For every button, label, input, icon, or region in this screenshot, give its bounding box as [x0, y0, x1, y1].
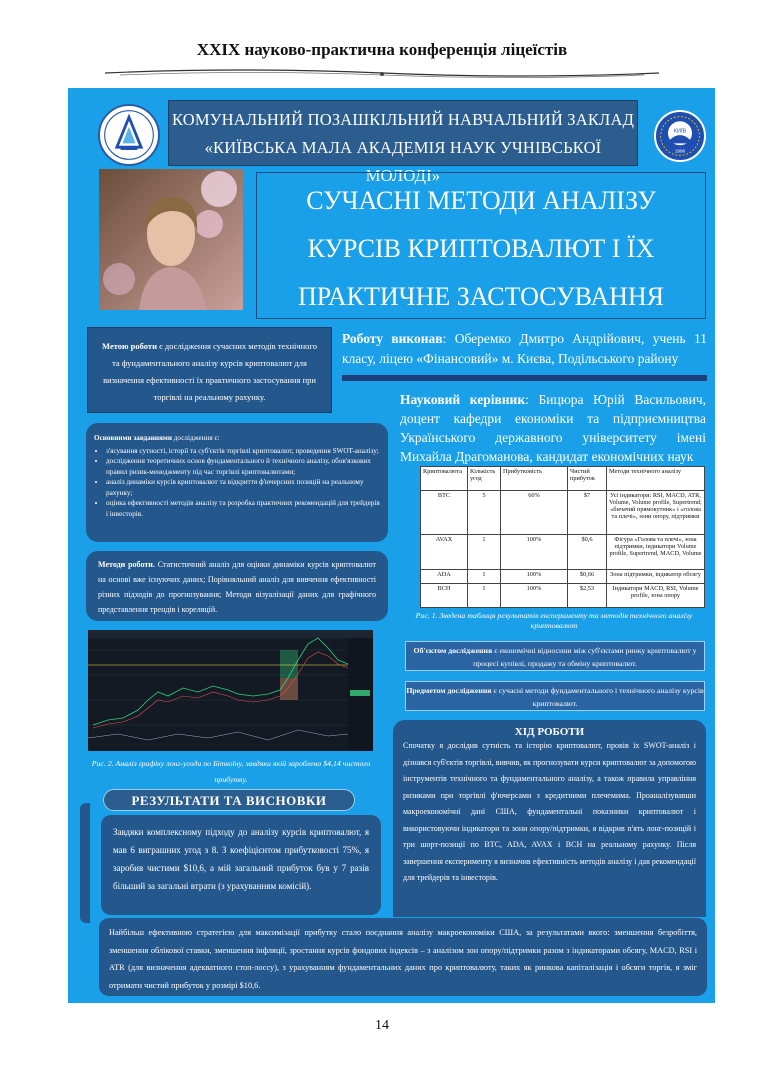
- table-cell: $0,6: [568, 535, 607, 569]
- results-text-box: Завдяки комплексному підходу до аналізу курсів криптовалют, я мав 6 виграшних угод з 8. З коефіцієнтом прибутковості 75%, я заробив чистими $10,6, а мій загальний прибуток був у 7 разів більший за загальні втрати (з урахуванням комісій).: [101, 815, 381, 915]
- supervisor-text: : Бицюра Юрій Васильович, доцент кафедри економіки та підприємництва Українського державного університету імені Михайла Драгоманова, кандидат економічних наук: [400, 392, 706, 464]
- progress-title: ХІД РОБОТИ: [514, 726, 585, 738]
- table-header: Криптовалюта: [421, 467, 468, 491]
- supervisor-info: [400, 390, 706, 466]
- side-tab-decoration: [80, 803, 90, 923]
- goal-label: Метою роботи: [102, 341, 157, 351]
- table-header: Методи технічного аналізу: [607, 467, 705, 491]
- table-cell: Індикатори MACD, RSI, Volume profile, зона опору: [607, 583, 705, 607]
- svg-text:1996: 1996: [674, 148, 686, 154]
- table-header-row: [421, 467, 705, 491]
- author-text: : Оберемко Дмитро Андрійович, учень 11 класу, ліцею «Фінансовий» м. Києва, Подільського району: [342, 331, 708, 366]
- results-table: [420, 466, 705, 608]
- progress-box: [393, 720, 706, 917]
- page-header: XXIX науково-практична конференція ліцеїстів: [196, 40, 568, 59]
- table-cell: 1: [468, 535, 501, 569]
- table-cell: 100%: [501, 569, 568, 583]
- table-cell: 1: [468, 569, 501, 583]
- table-row: [421, 491, 705, 535]
- page-number: 14: [375, 1018, 389, 1033]
- title-line-3: ПРАКТИЧНЕ ЗАСТОСУВАННЯ: [297, 282, 664, 311]
- task-item: • аналіз динаміки курсів криптовалют та відкриття ф'ючерсних позицій на реальному рахунку;: [106, 477, 380, 498]
- tasks-intro: дослідження є:: [171, 434, 220, 442]
- table-header: Кількість угод: [468, 467, 501, 491]
- author-divider: [342, 375, 707, 381]
- institution-line-2: «КИЇВСЬКА МАЛА АКАДЕМІЯ НАУК УЧНІВСЬКОЇ МОЛОДІ»: [204, 138, 602, 185]
- table-header: Прибутковість: [501, 467, 568, 491]
- methods-label: Методи роботи.: [98, 560, 155, 569]
- methods-box: [86, 551, 388, 621]
- tasks-list: [94, 446, 380, 520]
- table-cell: 100%: [501, 535, 568, 569]
- institution-banner: [168, 100, 638, 185]
- title-line-2: КУРСІВ КРИПТОВАЛЮТ І ЇХ: [307, 234, 655, 263]
- table-row: [421, 583, 705, 607]
- goal-box: [87, 327, 332, 413]
- author-photo: [99, 169, 243, 310]
- header-ornament-rule: [100, 66, 664, 80]
- table-row: [421, 569, 705, 583]
- table-cell: 1: [468, 583, 501, 607]
- table-caption: Рис. 1. Зведена таблиця результатів експерименту та методів технічного аналізу криптовалют: [415, 611, 693, 630]
- subject-text: є сучасні методи фундаментального і технічного аналізу курсів криптовалют.: [491, 686, 704, 708]
- supervisor-label: Науковий керівник: [400, 392, 526, 407]
- author-info: [342, 329, 707, 369]
- table-cell: Фігура «Голова та плечі», зона підтримки, індикатори Volume profile, Supertrend, MACD, Volume: [607, 535, 705, 569]
- progress-text: Спочатку я дослідив сутність та історію криптовалют, провів їх SWOT-аналіз і дізнався суб'єктів торгівлі, вивчив, як прогнозувати курси криптовалют за допомогою інструментів технічного та фундаментального аналізу, а також правила управління ризиками при торгівлі ф'ючерсами з кредитними плечемима. Проаналізувавши макроекономічні дані США, фундаментальні показники криптовалют і використовуючи індикатори та зони опору/підтримки, я відкрив п'ять лонг-позицій і три шорт-позиції по BTC, ADA, AVAX і BCH на реальному рахунку. Після завершення експерименту я визначив ефективність методів аналізу і дав рекомендації для трейдерів та інвесторів.: [403, 741, 696, 882]
- title-line-1: СУЧАСНІ МЕТОДИ АНАЛІЗУ: [306, 186, 656, 215]
- task-item: • оцінка ефективності методів аналізу та розробка практичних рекомендацій для трейдерів і інвесторів.: [106, 498, 380, 519]
- chart-caption: Рис. 2. Аналіз графіку лонг-угоди по Біткоїну, завдяки якій зароблено $4,14 чистого прибутку.: [91, 759, 371, 784]
- table-cell: Усі індикатори: RSI, MACD, ATR, Volume, Volume profile, Supertrend; «бичачий прямокутник» і «голова та плечі», зони опору, підтримки: [607, 491, 705, 535]
- object-label: Об'єктом дослідження: [413, 646, 493, 655]
- table-cell: $7: [568, 491, 607, 535]
- subject-label: Предметом дослідження: [406, 686, 492, 695]
- methods-text: Статистичний аналіз для оцінки динаміки курсів криптовалют на основі вже існуючих даних; Порівняльний аналіз для вивчення ефективності різних підходів до прогнозування; Методи візуалізації даних для графічного представлення трендів і кореляцій.: [98, 560, 376, 614]
- svg-text:КИЇВ: КИЇВ: [673, 128, 687, 135]
- btc-trading-chart-image: [88, 630, 373, 751]
- tasks-label: Основними завданнями: [94, 434, 172, 442]
- author-label: Роботу виконав: [342, 331, 443, 346]
- poster-title: [256, 172, 706, 319]
- results-heading: РЕЗУЛЬТАТИ ТА ВИСНОВКИ: [103, 789, 355, 811]
- table-cell: BTC: [421, 491, 468, 535]
- table-cell: $2,53: [568, 583, 607, 607]
- subject-box: [405, 681, 705, 711]
- table-row: [421, 535, 705, 569]
- object-box: [405, 641, 705, 671]
- kyiv-man-logo-icon: [654, 110, 706, 162]
- table-cell: 60%: [501, 491, 568, 535]
- table-cell: AVAX: [421, 535, 468, 569]
- institution-line-1: КОМУНАЛЬНИЙ ПОЗАШКІЛЬНИЙ НАВЧАЛЬНИЙ ЗАКЛАД: [171, 110, 635, 129]
- table-cell: 100%: [501, 583, 568, 607]
- object-text: є економічні відносини між суб'єктами ринку криптовалют у процесі купівлі, продажу та обміну криптовалют.: [473, 646, 697, 668]
- table-cell: ADA: [421, 569, 468, 583]
- table-cell: BCH: [421, 583, 468, 607]
- conclusion-box: Найбільш ефективною стратегією для максимізації прибутку стало поєднання аналізу макроекономіки США, за результатами якого: зменшення безробіття, зменшення облікової ставки, зменшення інфляції, зростання курсів фондових індексів – з аналізом зон опору/підтримки разом з індикаторами обсягу, MACD, RSI і ATR (для визначення адекватного стоп-лоссу), з урахуванням фундаментальних даних про криптовалюту, таких як ринкова капіталізація і обсяги торгів, я зміг отримати чистий прибуток у розмірі $10,6.: [99, 918, 707, 996]
- table-cell: $0,66: [568, 569, 607, 583]
- table-cell: Зона підтримки, індикатор обсягу: [607, 569, 705, 583]
- table-cell: 5: [468, 491, 501, 535]
- task-item: • дослідження теоретичних основ фундаментального й технічного аналізу, обов'язкових правил ризик-менеджменту під час торгівлі криптовалютами;: [106, 456, 380, 477]
- academy-logo-icon: [98, 104, 160, 166]
- task-item: • з'ясування сутності, історії та суб'єктів торгівлі криптовалют, проведення SWOT-аналізу;: [106, 446, 380, 457]
- goal-text: є дослідження сучасних методів технічного та фундаментального аналізу курсів криптовалют для визначення ефективності їх практичного застосування при торгівлі на реальному рахунку.: [103, 341, 317, 402]
- tasks-box: [86, 423, 388, 542]
- table-header: Чистий прибуток: [568, 467, 607, 491]
